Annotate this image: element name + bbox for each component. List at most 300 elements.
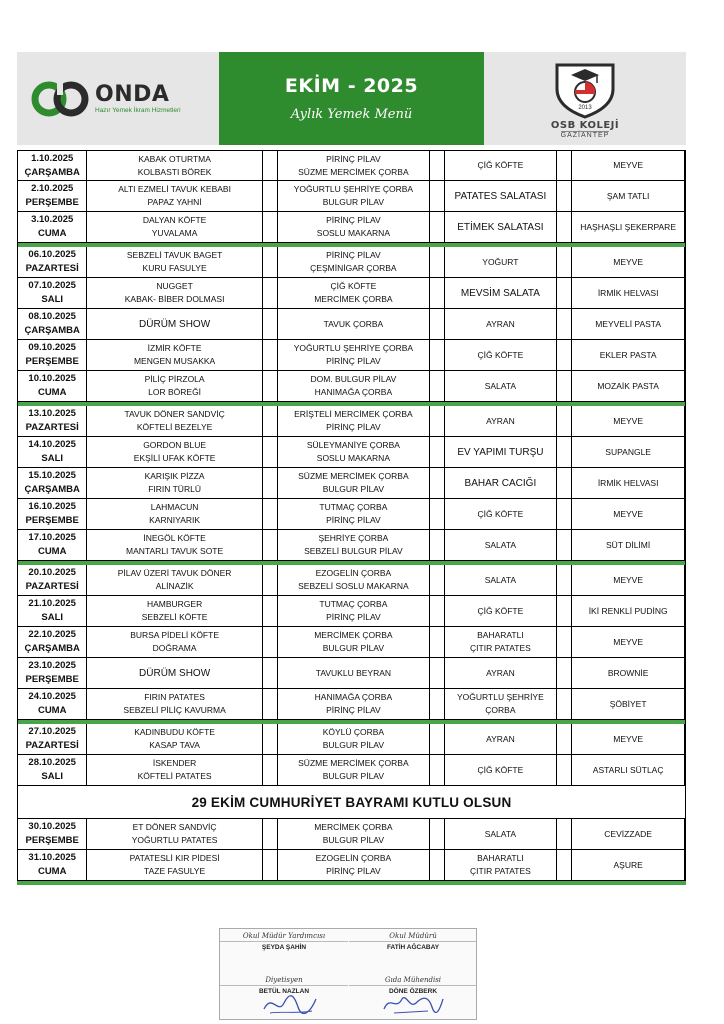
school-logo-year: 2013 — [578, 104, 592, 111]
soup-pilaf-item: HANIMAĞA ÇORBA — [314, 692, 393, 702]
blank-cell — [430, 530, 445, 560]
menu-row — [17, 499, 686, 530]
dessert-cell: MEYVE — [572, 406, 685, 436]
soup-pilaf-cell — [278, 819, 429, 849]
handwritten-signature-icon — [260, 991, 320, 1017]
page-header — [17, 52, 686, 145]
menu-day: ÇARŞAMBA — [24, 166, 80, 178]
soup-pilaf-item: PİRİNÇ PİLAV — [326, 612, 381, 622]
blank-cell — [430, 499, 445, 529]
main-dish-cell — [87, 565, 262, 595]
blank-cell — [557, 247, 572, 277]
blank-cell — [263, 212, 278, 242]
blank-cell — [557, 658, 572, 688]
menu-day: ÇARŞAMBA — [24, 643, 80, 654]
dessert-cell: MOZAİK PASTA — [572, 371, 685, 401]
main-dish: MENGEN MUSAKKA — [133, 356, 216, 366]
date-cell — [18, 596, 87, 626]
soup-pilaf-cell — [278, 530, 429, 560]
soup-pilaf-item: SÜLEYMANİYE ÇORBA — [306, 440, 400, 450]
blank-cell — [430, 437, 445, 467]
soup-pilaf-item: SÜZME MERCİMEK ÇORBA — [298, 758, 409, 768]
soup-pilaf-item: ŞEHRİYE ÇORBA — [318, 533, 389, 543]
soup-pilaf-cell — [278, 340, 429, 370]
menu-day: PERŞEMBE — [25, 515, 79, 526]
signature-role: Okul Müdür Yardımcısı — [220, 929, 348, 942]
main-dish: PİLİÇ PİRZOLA — [144, 374, 205, 384]
main-dish-cell — [87, 437, 262, 467]
blank-cell — [430, 819, 445, 849]
menu-date: 24.10.2025 — [28, 691, 76, 702]
handwritten-signature-icon — [380, 989, 446, 1017]
main-dish: DALYAN KÖFTE — [142, 215, 207, 225]
main-dish: SEBZELİ TAVUK BAGET — [126, 250, 223, 260]
soup-pilaf-item: DOM. BULGUR PİLAV — [310, 374, 397, 384]
blank-cell — [430, 850, 445, 880]
dessert-cell: BROWNİE — [572, 658, 685, 688]
menu-row — [17, 468, 686, 499]
soup-pilaf-item: YOĞURTLU ŞEHRİYE ÇORBA — [293, 343, 414, 353]
menu-day: PAZARTESİ — [25, 422, 79, 433]
signature-role: Gıda Mühendisi — [349, 973, 477, 986]
soup-pilaf-item: EZOGELİN ÇORBA — [315, 568, 392, 578]
menu-row — [17, 819, 686, 850]
main-dish-cell — [87, 819, 262, 849]
blank-cell — [263, 689, 278, 719]
main-dish-cell — [87, 596, 262, 626]
menu-row — [17, 627, 686, 658]
signature-name: BETÜL NAZLAN — [258, 988, 310, 995]
soup-pilaf-cell — [278, 181, 429, 211]
main-dish: TAZE FASULYE — [144, 866, 206, 876]
side-dish-cell: AYRAN — [445, 658, 557, 688]
menu-date: 17.10.2025 — [28, 532, 76, 543]
soup-pilaf-item: PİRİNÇ PİLAV — [326, 515, 381, 525]
dessert-cell: ASTARLI SÜTLAÇ — [572, 755, 685, 785]
date-cell — [18, 247, 87, 277]
date-cell — [18, 371, 87, 401]
blank-cell — [263, 309, 278, 339]
soup-pilaf-cell — [278, 724, 429, 754]
soup-pilaf-item: TAVUKLU BEYRAN — [315, 667, 392, 678]
blank-cell — [557, 755, 572, 785]
soup-pilaf-item: PİRİNÇ PİLAV — [326, 866, 381, 876]
main-dish-cell — [87, 689, 262, 719]
school-crest-icon — [547, 59, 623, 119]
soup-pilaf-item: SEBZELİ SOSLU MAKARNA — [298, 581, 409, 591]
main-dish: KÖFTELİ PATATES — [137, 771, 212, 781]
side-dish-cell: ÇİĞ KÖFTE — [445, 340, 557, 370]
date-cell — [18, 278, 87, 308]
soup-pilaf-item: ÇEŞMİNİGAR ÇORBA — [310, 263, 397, 273]
date-cell — [18, 181, 87, 211]
menu-date: 31.10.2025 — [28, 852, 76, 863]
blank-cell — [430, 406, 445, 436]
main-dish-cell — [87, 627, 262, 657]
main-dish: KABAK OTURTMA — [138, 153, 211, 164]
side-dish-cell: AYRAN — [445, 309, 557, 339]
soup-pilaf-item: PİRİNÇ PİLAV — [326, 250, 381, 260]
main-dish-cell — [87, 530, 262, 560]
main-dish: YUVALAMA — [151, 228, 198, 238]
side-dish-cell: ÇİĞ KÖFTE — [445, 755, 557, 785]
blank-cell — [263, 278, 278, 308]
blank-cell — [430, 340, 445, 370]
main-dish-cell — [87, 212, 262, 242]
soup-pilaf-item: BULGUR PİLAV — [322, 835, 385, 845]
blank-cell — [263, 340, 278, 370]
menu-day: CUMA — [37, 546, 67, 557]
menu-row — [17, 150, 686, 181]
soup-pilaf-item: MERCİMEK ÇORBA — [314, 630, 393, 640]
blank-cell — [557, 181, 572, 211]
main-dish: LOR BÖREĞİ — [148, 387, 202, 397]
soup-pilaf-cell — [278, 406, 429, 436]
main-dish: ALİNAZİK — [155, 581, 194, 591]
dessert-cell: EKLER PASTA — [572, 340, 685, 370]
main-dish: KURU FASULYE — [142, 263, 207, 273]
side-dish-cell: SALATA — [445, 819, 557, 849]
main-dish: İSKENDER — [152, 758, 197, 768]
blank-cell — [430, 181, 445, 211]
dessert-cell: MEYVE — [572, 151, 685, 180]
menu-date: 06.10.2025 — [28, 249, 76, 260]
date-cell — [18, 437, 87, 467]
main-dish: TAVUK DÖNER SANDVİÇ — [124, 409, 225, 419]
signature-role: Okul Müdürü — [349, 929, 477, 942]
main-dish: HAMBURGER — [146, 599, 203, 609]
blank-cell — [263, 850, 278, 880]
side-dish-cell: YOĞURTLU ŞEHRİYE ÇORBA — [445, 689, 557, 719]
blank-cell — [557, 850, 572, 880]
main-dish: BURSA PİDELİ KÖFTE — [130, 630, 219, 640]
blank-cell — [263, 596, 278, 626]
menu-day: PAZARTESİ — [25, 740, 79, 751]
blank-cell — [263, 658, 278, 688]
soup-pilaf-cell — [278, 627, 429, 657]
blank-cell — [263, 247, 278, 277]
main-dish: KARNIYARIK — [149, 515, 201, 525]
menu-row — [17, 309, 686, 340]
blank-cell — [263, 406, 278, 436]
soup-pilaf-item: SOSLU MAKARNA — [316, 453, 390, 463]
onda-logo-name: ONDA — [95, 81, 170, 107]
blank-cell — [430, 371, 445, 401]
blank-cell — [430, 689, 445, 719]
main-dish: PİLAV ÜZERİ TAVUK DÖNER — [117, 568, 232, 578]
soup-pilaf-item: SÜZME MERCİMEK ÇORBA — [298, 471, 409, 481]
soup-pilaf-cell — [278, 658, 429, 688]
signature-assistant-principal — [220, 929, 348, 951]
side-dish-cell: BAHAR CACIĞI — [445, 468, 557, 498]
main-dish: DÜRÜM SHOW — [139, 667, 211, 679]
menu-day: PERŞEMBE — [25, 197, 79, 208]
dessert-cell: CEVİZZADE — [572, 819, 685, 849]
dessert-cell: MEYVELİ PASTA — [572, 309, 685, 339]
main-dish: MANTARLI TAVUK SOTE — [126, 546, 224, 556]
menu-row — [17, 371, 686, 402]
main-dish: GORDON BLUE — [143, 440, 207, 450]
menu-row — [17, 181, 686, 212]
main-dish-cell — [87, 850, 262, 880]
blank-cell — [263, 468, 278, 498]
blank-cell — [557, 819, 572, 849]
soup-pilaf-cell — [278, 468, 429, 498]
blank-cell — [430, 658, 445, 688]
signature-name: DÖNE ÖZBERK — [388, 988, 438, 995]
soup-pilaf-item: ÇİĞ KÖFTE — [330, 281, 377, 291]
menu-date: 2.10.2025 — [31, 183, 74, 194]
side-dish-cell: ÇİĞ KÖFTE — [445, 151, 557, 180]
blank-cell — [557, 596, 572, 626]
soup-pilaf-item: PİRİNÇ PİLAV — [326, 215, 381, 225]
main-dish: SEBZELİ PİLİÇ KAVURMA — [123, 705, 226, 715]
menu-row — [17, 278, 686, 309]
soup-pilaf-item: BULGUR PİLAV — [322, 643, 385, 653]
date-cell — [18, 819, 87, 849]
menu-row — [17, 724, 686, 755]
blank-cell — [430, 627, 445, 657]
main-dish: ET DÖNER SANDVİÇ — [132, 822, 217, 832]
main-dish-cell — [87, 181, 262, 211]
side-dish-cell: AYRAN — [445, 406, 557, 436]
side-dish-cell: MEVSİM SALATA — [445, 278, 557, 308]
menu-date: 30.10.2025 — [28, 821, 76, 832]
school-logo-city: GAZİANTEP — [560, 131, 610, 139]
date-cell — [18, 151, 87, 180]
menu-day: SALI — [41, 453, 64, 464]
dessert-cell: HAŞHAŞLI ŞEKERPARE — [572, 212, 685, 242]
main-dish: SEBZELİ KÖFTE — [141, 612, 208, 622]
dessert-cell: MEYVE — [572, 627, 685, 657]
main-dish-cell — [87, 278, 262, 308]
menu-day: PERŞEMBE — [25, 356, 79, 367]
blank-cell — [430, 212, 445, 242]
menu-day: SALI — [41, 612, 64, 623]
side-dish-cell: ETİMEK SALATASI — [445, 212, 557, 242]
week-separator — [17, 881, 686, 885]
onda-logo-tagline: Hazır Yemek İkram Hizmetleri — [95, 106, 181, 114]
main-dish-cell — [87, 406, 262, 436]
main-dish: İZMİR KÖFTE — [147, 343, 202, 353]
side-dish-cell: ÇİĞ KÖFTE — [445, 596, 557, 626]
main-dish: PATATESLİ KIR PİDESİ — [129, 853, 220, 863]
soup-pilaf-cell — [278, 309, 429, 339]
side-dish-cell: BAHARATLI ÇITIR PATATES — [445, 850, 557, 880]
menu-day: PAZARTESİ — [25, 263, 79, 274]
soup-pilaf-cell — [278, 689, 429, 719]
blank-cell — [430, 755, 445, 785]
soup-pilaf-cell — [278, 371, 429, 401]
soup-pilaf-cell — [278, 278, 429, 308]
blank-cell — [557, 278, 572, 308]
menu-row — [17, 689, 686, 720]
holiday-banner: 29 EKİM CUMHURİYET BAYRAMI KUTLU OLSUN — [17, 786, 686, 819]
blank-cell — [430, 278, 445, 308]
date-cell — [18, 565, 87, 595]
blank-cell — [263, 371, 278, 401]
date-cell — [18, 850, 87, 880]
main-dish-cell — [87, 755, 262, 785]
side-dish-cell: EV YAPIMI TURŞU — [445, 437, 557, 467]
signature-name: ŞEYDA ŞAHİN — [261, 944, 307, 951]
soup-pilaf-item: PİRİNÇ PİLAV — [326, 422, 381, 432]
main-dish: KABAK- BİBER DOLMASI — [124, 294, 225, 304]
menu-table — [17, 150, 686, 885]
main-dish: KARIŞIK PİZZA — [144, 471, 205, 481]
blank-cell — [557, 437, 572, 467]
menu-row — [17, 850, 686, 881]
title-block — [219, 52, 484, 145]
main-dish: KADINBUDU KÖFTE — [134, 727, 215, 737]
main-dish: EKŞİLİ UFAK KÖFTE — [133, 453, 216, 463]
main-dish: YOĞURTLU PATATES — [131, 835, 218, 845]
soup-pilaf-item: SOSLU MAKARNA — [316, 228, 390, 238]
menu-date: 15.10.2025 — [28, 470, 76, 481]
soup-pilaf-item: HANIMAĞA ÇORBA — [314, 387, 393, 397]
menu-row — [17, 247, 686, 278]
signature-principal — [349, 929, 477, 951]
date-cell — [18, 212, 87, 242]
blank-cell — [263, 819, 278, 849]
dessert-cell: ŞÖBİYET — [572, 689, 685, 719]
main-dish-cell — [87, 340, 262, 370]
soup-pilaf-item: MERCİMEK ÇORBA — [314, 822, 393, 832]
signature-name: FATİH AĞCABAY — [386, 944, 440, 951]
soup-pilaf-cell — [278, 596, 429, 626]
menu-day: PAZARTESİ — [25, 581, 79, 592]
date-cell — [18, 406, 87, 436]
menu-row — [17, 596, 686, 627]
menu-date: 14.10.2025 — [28, 439, 76, 450]
dessert-cell: İRMİK HELVASI — [572, 468, 685, 498]
main-dish: DOĞRAMA — [152, 643, 197, 653]
menu-date: 13.10.2025 — [28, 408, 76, 419]
menu-date: 1.10.2025 — [31, 152, 74, 164]
soup-pilaf-cell — [278, 437, 429, 467]
blank-cell — [263, 151, 278, 180]
blank-cell — [430, 596, 445, 626]
month-title: EKİM - 2025 — [284, 75, 419, 97]
blank-cell — [557, 340, 572, 370]
caterer-logo-area — [17, 52, 219, 145]
menu-row — [17, 437, 686, 468]
dessert-cell: AŞURE — [572, 850, 685, 880]
menu-day: CUMA — [37, 387, 67, 398]
blank-cell — [557, 689, 572, 719]
osb-logo — [547, 59, 623, 139]
menu-date: 16.10.2025 — [28, 501, 76, 512]
menu-day: PERŞEMBE — [25, 835, 79, 846]
date-cell — [18, 724, 87, 754]
date-cell — [18, 627, 87, 657]
menu-row — [17, 340, 686, 371]
dessert-cell: MEYVE — [572, 499, 685, 529]
side-dish-cell: PATATES SALATASI — [445, 181, 557, 211]
blank-cell — [263, 755, 278, 785]
menu-day: CUMA — [37, 228, 67, 239]
soup-pilaf-item: YOĞURTLU ŞEHRİYE ÇORBA — [293, 184, 414, 194]
menu-date: 21.10.2025 — [28, 598, 76, 609]
soup-pilaf-item: MERCİMEK ÇORBA — [314, 294, 393, 304]
blank-cell — [263, 627, 278, 657]
soup-pilaf-item: PİRİNÇ PİLAV — [326, 153, 381, 164]
blank-cell — [430, 468, 445, 498]
main-dish-cell — [87, 371, 262, 401]
menu-day: SALI — [41, 294, 64, 305]
blank-cell — [557, 151, 572, 180]
menu-row — [17, 212, 686, 243]
main-dish-cell — [87, 499, 262, 529]
main-dish-cell — [87, 658, 262, 688]
blank-cell — [557, 309, 572, 339]
soup-pilaf-item: TAVUK ÇORBA — [323, 318, 384, 329]
soup-pilaf-item: EZOGELİN ÇORBA — [315, 853, 392, 863]
menu-date: 3.10.2025 — [31, 214, 74, 225]
main-dish: NUGGET — [156, 281, 193, 291]
menu-row — [17, 406, 686, 437]
blank-cell — [557, 371, 572, 401]
menu-date: 07.10.2025 — [28, 280, 76, 291]
menu-date: 27.10.2025 — [28, 726, 76, 737]
date-cell — [18, 468, 87, 498]
blank-cell — [430, 724, 445, 754]
side-dish-cell: ÇİĞ KÖFTE — [445, 499, 557, 529]
soup-pilaf-item: KÖYLÜ ÇORBA — [322, 727, 385, 737]
dessert-cell: İKİ RENKLİ PUDİNG — [572, 596, 685, 626]
main-dish: KOLBASTI BÖREK — [137, 166, 212, 177]
menu-date: 28.10.2025 — [28, 757, 76, 768]
dessert-cell: MEYVE — [572, 724, 685, 754]
blank-cell — [263, 724, 278, 754]
menu-day: ÇARŞAMBA — [24, 325, 80, 336]
signature-block — [219, 928, 477, 1020]
date-cell — [18, 530, 87, 560]
menu-day: CUMA — [37, 705, 67, 716]
soup-pilaf-cell — [278, 151, 429, 180]
blank-cell — [557, 499, 572, 529]
soup-pilaf-cell — [278, 755, 429, 785]
blank-cell — [557, 468, 572, 498]
menu-date: 10.10.2025 — [28, 373, 76, 384]
date-cell — [18, 658, 87, 688]
menu-row — [17, 658, 686, 689]
dessert-cell: SUPANGLE — [572, 437, 685, 467]
soup-pilaf-item: BULGUR PİLAV — [322, 771, 385, 781]
menu-day: CUMA — [37, 866, 67, 877]
menu-date: 23.10.2025 — [28, 660, 76, 671]
blank-cell — [263, 437, 278, 467]
soup-pilaf-cell — [278, 850, 429, 880]
menu-day: SALI — [41, 771, 64, 782]
menu-date: 22.10.2025 — [28, 629, 76, 640]
soup-pilaf-item: TUTMAÇ ÇORBA — [319, 599, 388, 609]
soup-pilaf-cell — [278, 499, 429, 529]
main-dish: KASAP TAVA — [149, 740, 200, 750]
menu-row — [17, 530, 686, 561]
onda-logo — [31, 79, 181, 119]
dessert-cell: MEYVE — [572, 565, 685, 595]
main-dish-cell — [87, 309, 262, 339]
date-cell — [18, 755, 87, 785]
date-cell — [18, 340, 87, 370]
main-dish-cell — [87, 724, 262, 754]
main-dish: İNEGÖL KÖFTE — [143, 533, 206, 543]
menu-date: 20.10.2025 — [28, 567, 76, 578]
main-dish: ALTI EZMELİ TAVUK KEBABI — [118, 184, 231, 194]
dessert-cell: İRMİK HELVASI — [572, 278, 685, 308]
onda-logo-icon — [31, 79, 89, 119]
